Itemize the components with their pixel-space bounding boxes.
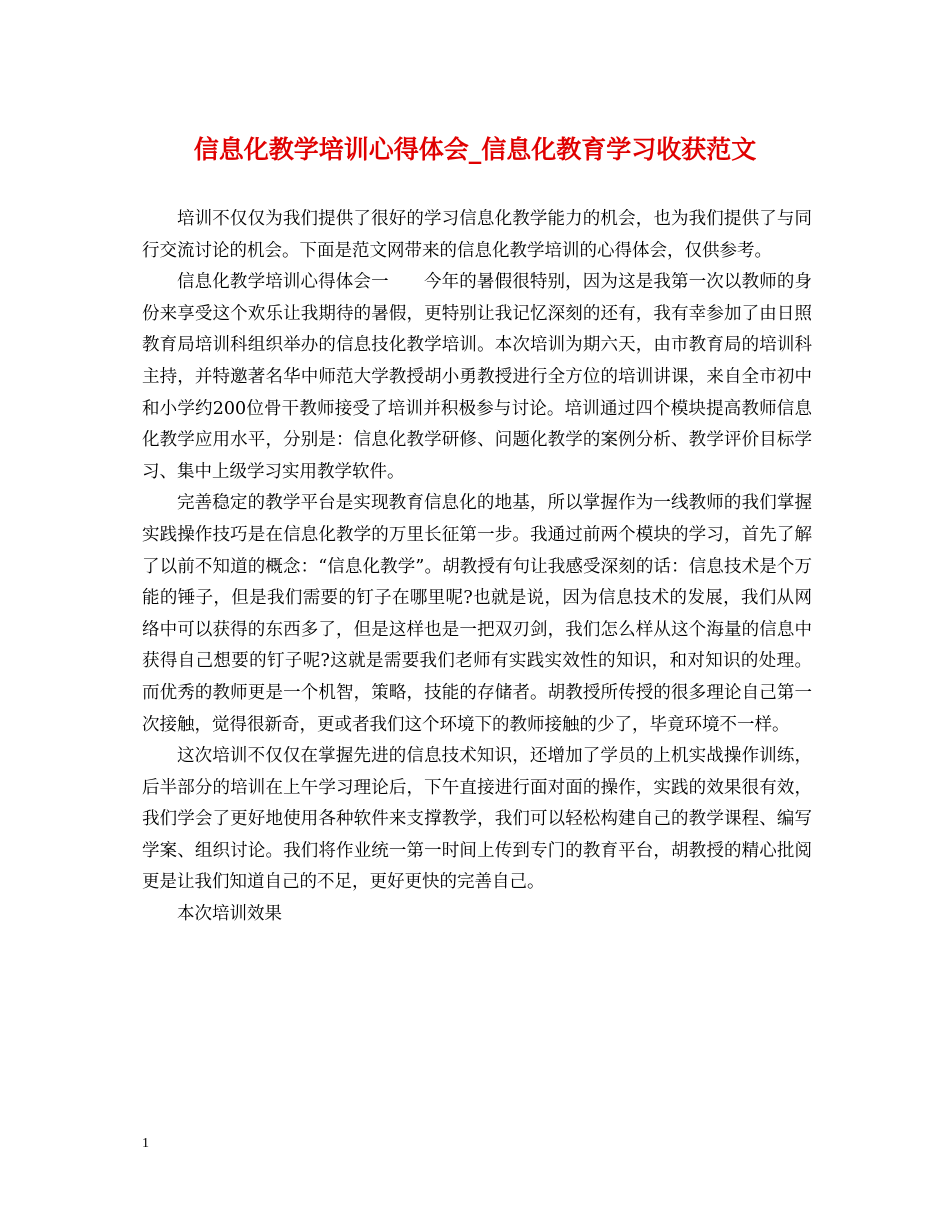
page-number: 1 <box>142 1136 149 1151</box>
paragraph-practice-training: 这次培训不仅仅在掌握先进的信息技术知识，还增加了学员的上机实战操作训练，后半部分的培训在上午学习理论后，下午直接进行面对面的操作，实践的效果很有效，我们学会了更好地使用各种软件来支撑教学，我们可以轻松构建自己的教学课程、编写学案、组织讨论。我们将作业统一第一时间上传到专门的教育平台，胡教授的精心批阅更是让我们知道自己的不足，更好更快的完善自己。 <box>142 746 812 893</box>
paragraph-experience-one: 信息化教学培训心得体会一 今年的暑假很特别，因为这是我第一次以教师的身份来享受这个欢乐让我期待的暑假，更特别让我记忆深刻的还有，我有幸参加了由日照教育局培训科组织举办的信息技化教学培训。本次培训为期六天，由市教育局的培训科主持，并特邀著名华中师范大学教授胡小勇教授进行全方位的培训讲课，来自全市初中和小学约200位骨干教师接受了培训并积极参与讨论。培训通过四个模块提高教师信息化教学应用水平，分别是：信息化教学研修、问题化教学的案例分析、教学评价目标学习、集中上级学习实用教学软件。 <box>142 272 812 482</box>
paragraph-training-effect-heading: 本次培训效果 <box>177 904 282 925</box>
document-title: 信息化教学培训心得体会_信息化教育学习收获范文 <box>193 135 757 164</box>
paragraph-intro: 培训不仅仅为我们提供了很好的学习信息化教学能力的机会，也为我们提供了与同行交流讨论的机会。下面是范文网带来的信息化教学培训的心得体会，仅供参考。 <box>142 209 812 261</box>
paragraph-teaching-platform: 完善稳定的教学平台是实现教育信息化的地基，所以掌握作为一线教师的我们掌握实践操作技巧是在信息化教学的万里长征第一步。我通过前两个模块的学习，首先了解了以前不知道的概念：“信息化教学”。胡教授有句让我感受深刻的话：信息技术是个万能的锤子，但是我们需要的钉子在哪里呢?也就是说，因为信息技术的发展，我们从网络中可以获得的东西多了，但是这样也是一把双刃剑，我们怎么样从这个海量的信息中获得自己想要的钉子呢?这就是需要我们老师有实践实效性的知识，和对知识的处理。而优秀的教师更是一个机智，策略，技能的存储者。胡教授所传授的很多理论自己第一次接触，觉得很新奇，更或者我们这个环境下的教师接触的少了，毕竟环境不一样。 <box>142 493 812 735</box>
document-body <box>142 204 812 931</box>
